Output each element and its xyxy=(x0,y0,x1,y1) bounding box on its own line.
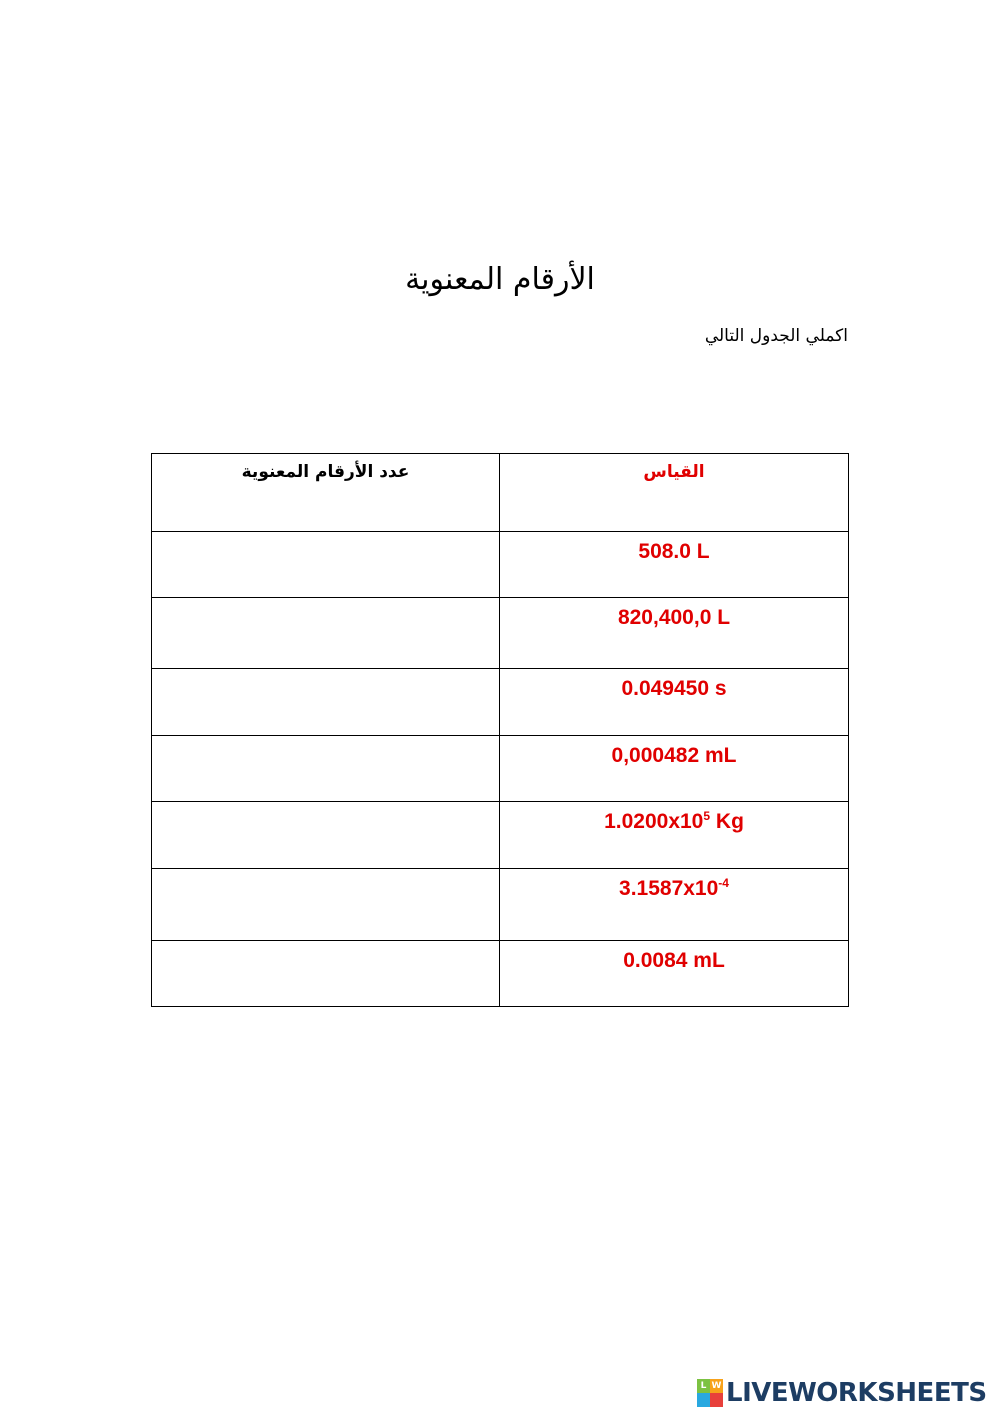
table-row xyxy=(152,736,849,802)
logo-square-blue xyxy=(697,1393,710,1407)
measurement-value: 0,000482 mL xyxy=(611,744,737,767)
answer-cell[interactable] xyxy=(152,869,500,941)
measurement-value: $1.0200x10^5$ Kg xyxy=(604,809,744,833)
measurement-value: 0.049450 s xyxy=(621,677,727,700)
measurement-value: 0.0084 mL xyxy=(623,949,725,972)
answer-cell[interactable] xyxy=(152,802,500,869)
logo-square-orange: W xyxy=(711,1381,722,1391)
answer-cell[interactable] xyxy=(152,532,500,598)
header-measurement-cell xyxy=(500,454,849,532)
table-row xyxy=(152,869,849,941)
logo-square-green: L xyxy=(697,1379,710,1393)
measurement-cell xyxy=(500,802,849,869)
answer-cell[interactable] xyxy=(152,598,500,669)
measurement-value: 508.0 L xyxy=(638,540,710,563)
measurement-cell xyxy=(500,532,849,598)
table-row xyxy=(152,941,849,1007)
brand-name: LIVEWORKSHEETS xyxy=(726,1378,987,1408)
exponent: 5 xyxy=(703,809,711,823)
measurement-cell xyxy=(500,869,849,941)
liveworksheets-logo[interactable] xyxy=(697,1378,987,1408)
liveworksheets-logo-icon xyxy=(697,1379,723,1407)
header-significant-count: عدد الأرقام المعنوية xyxy=(241,462,410,482)
instruction-text: اكملي الجدول التالي xyxy=(704,326,848,346)
table-row xyxy=(152,532,849,598)
measurement-value: 820,400,0 L xyxy=(617,606,731,629)
table-header-row xyxy=(152,454,849,532)
table-row xyxy=(152,669,849,736)
table-row xyxy=(152,598,849,669)
answer-cell[interactable] xyxy=(152,736,500,802)
header-significant-count-cell xyxy=(152,454,500,532)
page-title: الأرقام المعنوية xyxy=(405,262,595,297)
answer-cell[interactable] xyxy=(152,669,500,736)
measurement-cell xyxy=(500,598,849,669)
measurement-value: $3.1587x10^{-4}$ xyxy=(619,876,729,900)
answer-cell[interactable] xyxy=(152,941,500,1007)
table-row xyxy=(152,802,849,869)
measurement-cell xyxy=(500,736,849,802)
logo-square-red xyxy=(710,1393,723,1407)
significant-figures-table xyxy=(151,453,849,1007)
exponent: -4 xyxy=(718,876,729,890)
header-measurement: القياس xyxy=(643,462,705,482)
measurement-cell xyxy=(500,669,849,736)
measurement-cell xyxy=(500,941,849,1007)
